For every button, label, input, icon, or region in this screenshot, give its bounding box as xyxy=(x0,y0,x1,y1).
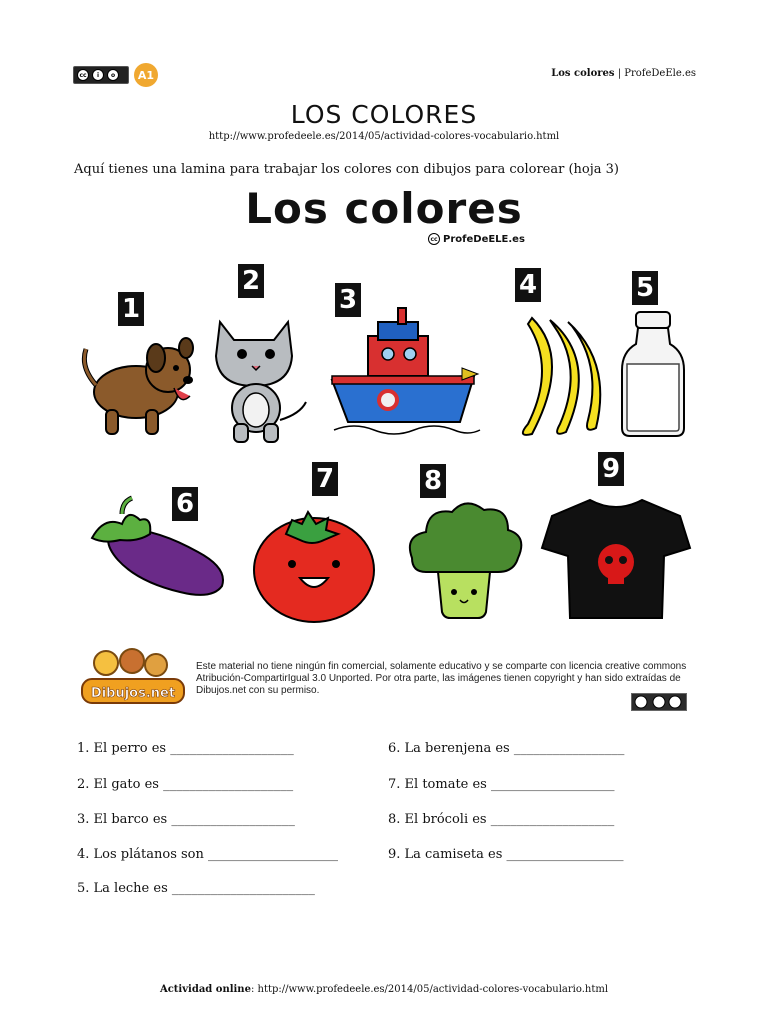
eggplant-illustration xyxy=(88,494,230,598)
dog-illustration xyxy=(76,330,200,440)
tshirt-illustration xyxy=(540,496,692,622)
number-tag-2: 2 xyxy=(238,264,264,298)
exercise-9: 9. La camiseta es __________________ xyxy=(388,847,624,862)
cc-icon: cc xyxy=(77,69,89,81)
header-title: Los colores | ProfeDeEle.es xyxy=(551,68,696,79)
number-tag-8: 8 xyxy=(420,464,446,498)
dibujos-net-logo-text: Dibujos.net xyxy=(90,686,176,701)
sa-icon: o xyxy=(107,69,119,81)
boat-illustration xyxy=(328,304,486,444)
cc-license-badge xyxy=(73,66,129,84)
intro-text: Aquí tienes una lamina para trabajar los colores con dibujos para colorear (hoja 3) xyxy=(74,162,619,177)
cc-icon: cc xyxy=(428,233,440,245)
footer-url[interactable]: : http://www.profedeele.es/2014/05/actividad-colores-vocabulario.html xyxy=(250,984,609,995)
bananas-illustration xyxy=(488,312,608,440)
cc-by-sa-badge xyxy=(631,693,687,711)
tomato-illustration xyxy=(250,506,380,624)
exercise-1: 1. El perro es ___________________ xyxy=(77,741,294,756)
sheet-title: Los colores xyxy=(245,184,523,233)
number-tag-5: 5 xyxy=(632,271,658,305)
exercise-6: 6. La berenjena es _________________ xyxy=(388,741,625,756)
number-tag-4: 4 xyxy=(515,268,541,302)
number-tag-1: 1 xyxy=(118,292,144,326)
dibujos-net-logo xyxy=(80,645,186,707)
page-title: LOS COLORES xyxy=(290,100,478,129)
number-tag-6: 6 xyxy=(172,487,198,521)
number-tag-9: 9 xyxy=(598,452,624,486)
milk-bottle-illustration xyxy=(618,310,688,438)
level-badge: A1 xyxy=(134,63,158,87)
exercise-7: 7. El tomate es ___________________ xyxy=(388,777,615,792)
by-icon: i xyxy=(92,69,104,81)
broccoli-illustration xyxy=(402,500,526,622)
credit-text: Este material no tiene ningún fin comercial, solamente educativo y se comparte con licencia creative commons Atribución-CompartirIgual 3.0 Unported. Por otra parte, las imágenes tienen copyright y han sido extraídas de Dibujos.net con su permiso. xyxy=(196,661,687,696)
page-url[interactable]: http://www.profedeele.es/2014/05/actividad-colores-vocabulario.html xyxy=(208,131,560,142)
number-tag-3: 3 xyxy=(335,283,361,317)
exercise-4: 4. Los plátanos son ____________________ xyxy=(77,847,339,862)
exercise-5: 5. La leche es ______________________ xyxy=(77,881,315,896)
exercise-8: 8. El brócoli es ___________________ xyxy=(388,812,615,827)
sheet-brand: cc ProfeDeELE.es xyxy=(428,233,525,245)
cat-illustration xyxy=(208,312,308,444)
exercise-2: 2. El gato es ____________________ xyxy=(77,777,294,792)
exercise-3: 3. El barco es ___________________ xyxy=(77,812,295,827)
footer: Actividad online: http://www.profedeele.es/2014/05/actividad-colores-vocabulario.html xyxy=(159,984,609,995)
number-tag-7: 7 xyxy=(312,462,338,496)
